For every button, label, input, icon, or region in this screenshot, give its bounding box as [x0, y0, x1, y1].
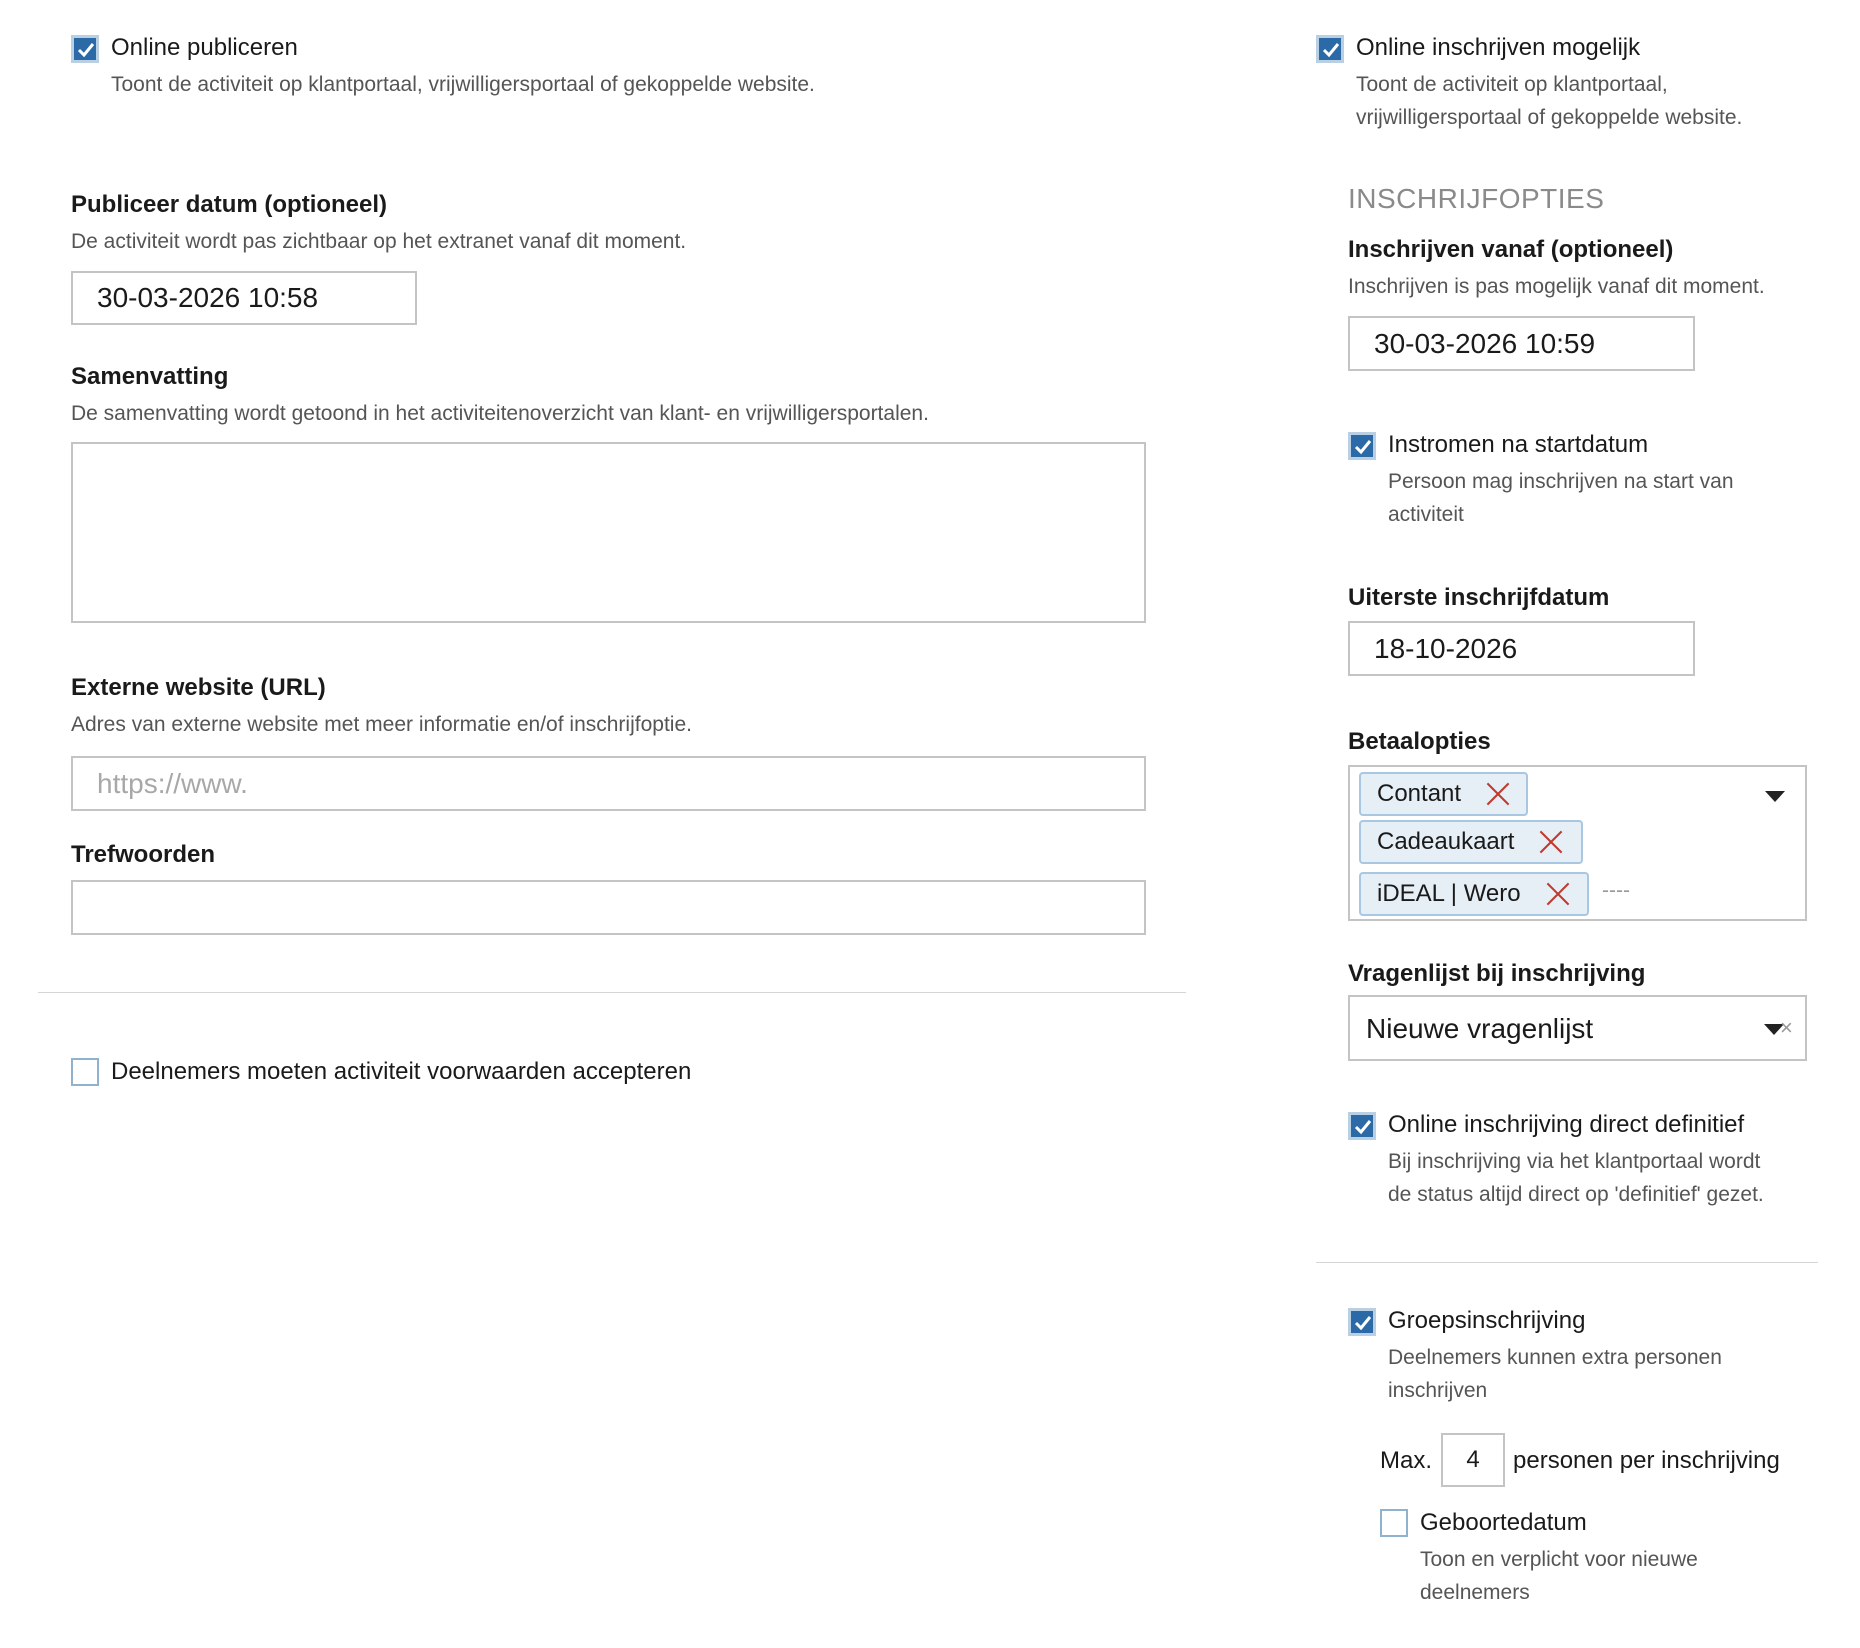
checkmark-icon — [1354, 1314, 1372, 1332]
payment-search-placeholder[interactable]: ---- — [1602, 879, 1630, 902]
checkmark-icon — [1322, 41, 1340, 59]
section-title: INSCHRIJFOPTIES — [1348, 183, 1605, 214]
summary-textarea[interactable] — [71, 442, 1146, 623]
summary-help: De samenvatting wordt getoond in het activiteitenoverzicht van klant- en vrijwilligersportalen. — [71, 402, 929, 425]
birthdate-label: Geboortedatum — [1420, 1509, 1587, 1536]
birthdate-help-line1: Toon en verplicht voor nieuwe — [1420, 1548, 1698, 1571]
checkmark-icon — [1354, 438, 1372, 456]
keywords-input[interactable] — [71, 880, 1146, 935]
direct-final-checkbox[interactable] — [1348, 1112, 1376, 1140]
remove-tag-icon[interactable] — [1545, 881, 1571, 907]
clear-icon[interactable]: × — [1780, 1015, 1793, 1040]
payment-tag — [1359, 820, 1583, 864]
external-url-label: Externe website (URL) — [71, 674, 326, 701]
checkmark-icon — [77, 41, 95, 59]
payment-multiselect[interactable] — [1348, 765, 1807, 921]
birthdate-help-line2: deelnemers — [1420, 1581, 1530, 1604]
online-publish-label: Online publiceren — [111, 34, 298, 61]
online-register-help-line1: Toont de activiteit op klantportaal, — [1356, 73, 1668, 96]
direct-final-label: Online inschrijving direct definitief — [1388, 1111, 1745, 1138]
max-persons-input[interactable] — [1441, 1433, 1505, 1487]
group-help-line2: inschrijven — [1388, 1379, 1488, 1402]
publish-date-input[interactable] — [71, 271, 417, 325]
late-entry-help-line2: activiteit — [1388, 503, 1464, 526]
payment-label: Betaalopties — [1348, 728, 1491, 755]
chevron-down-icon[interactable] — [1765, 791, 1785, 802]
group-label: Groepsinschrijving — [1388, 1307, 1586, 1334]
publish-date-help: De activiteit wordt pas zichtbaar op het extranet vanaf dit moment. — [71, 230, 687, 253]
late-entry-help-line1: Persoon mag inschrijven na start van — [1388, 470, 1734, 493]
external-url-help: Adres van externe website met meer informatie en/of inschrijfoptie. — [71, 713, 692, 736]
max-suffix: personen per inschrijving — [1513, 1447, 1780, 1474]
deadline-input[interactable] — [1348, 621, 1695, 676]
register-from-help: Inschrijven is pas mogelijk vanaf dit moment. — [1348, 275, 1765, 298]
late-entry-label: Instromen na startdatum — [1388, 431, 1649, 458]
keywords-label: Trefwoorden — [71, 841, 216, 868]
online-register-label: Online inschrijven mogelijk — [1356, 34, 1641, 61]
remove-tag-icon[interactable] — [1538, 829, 1564, 855]
terms-label: Deelnemers moeten activiteit voorwaarden accepteren — [111, 1058, 692, 1085]
questionnaire-label: Vragenlijst bij inschrijving — [1348, 960, 1646, 987]
external-url-input[interactable] — [71, 756, 1146, 811]
publish-date-label: Publiceer datum (optioneel) — [71, 191, 388, 218]
birthdate-checkbox[interactable] — [1380, 1509, 1408, 1537]
questionnaire-value: Nieuwe vragenlijst — [1366, 1013, 1594, 1044]
late-entry-checkbox[interactable] — [1348, 432, 1376, 460]
questionnaire-select[interactable] — [1348, 995, 1807, 1061]
left-divider — [38, 992, 1186, 993]
register-from-label: Inschrijven vanaf (optioneel) — [1348, 236, 1674, 263]
register-from-input[interactable] — [1348, 316, 1695, 371]
payment-tag — [1359, 872, 1589, 916]
online-register-help-line2: vrijwilligersportaal of gekoppelde website. — [1356, 106, 1743, 129]
checkmark-icon — [1354, 1118, 1372, 1136]
payment-tag — [1359, 772, 1528, 816]
summary-label: Samenvatting — [71, 363, 229, 390]
remove-tag-icon[interactable] — [1485, 781, 1511, 807]
payment-tag-label: iDEAL | Wero — [1377, 880, 1521, 907]
online-register-checkbox[interactable] — [1316, 35, 1344, 63]
direct-final-help-line2: de status altijd direct op 'definitief' gezet. — [1388, 1183, 1764, 1206]
payment-tag-label: Contant — [1377, 780, 1462, 807]
direct-final-help-line1: Bij inschrijving via het klantportaal wordt — [1388, 1150, 1761, 1173]
max-prefix: Max. — [1380, 1447, 1433, 1474]
group-checkbox[interactable] — [1348, 1308, 1376, 1336]
payment-tag-label: Cadeaukaart — [1377, 828, 1515, 855]
deadline-label: Uiterste inschrijfdatum — [1348, 584, 1610, 611]
online-publish-help: Toont de activiteit op klantportaal, vrijwilligersportaal of gekoppelde website. — [111, 73, 815, 96]
right-divider — [1316, 1262, 1818, 1263]
group-help-line1: Deelnemers kunnen extra personen — [1388, 1346, 1722, 1369]
terms-checkbox[interactable] — [71, 1058, 99, 1086]
online-publish-checkbox[interactable] — [71, 35, 99, 63]
